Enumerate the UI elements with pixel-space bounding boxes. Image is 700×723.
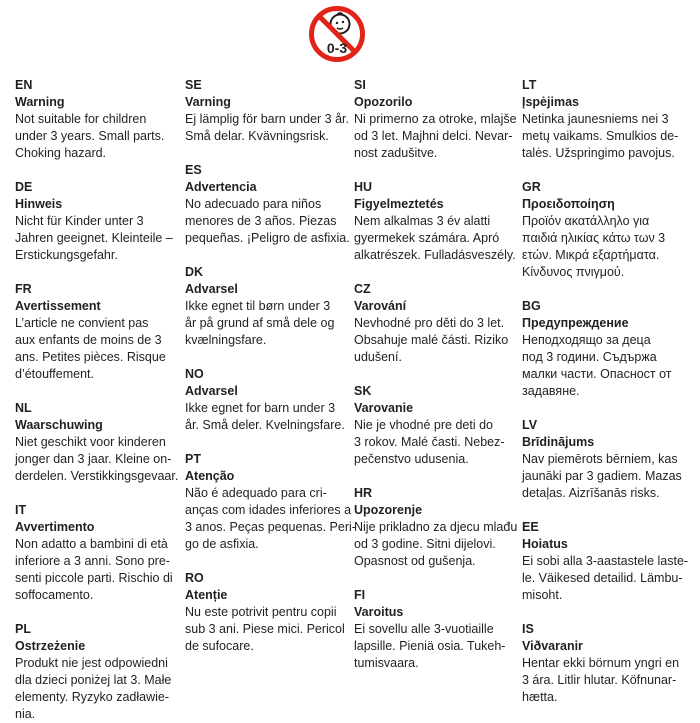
warning-block-lv [522,417,694,502]
language-code: IT [15,503,27,517]
warning-title: Opozorilo [354,95,413,109]
warning-text: Hentar ekki börnum yngri en 3 ára. Litlir hlutar. Köfnunar- hætta. [522,656,680,704]
warning-block-it [15,502,187,604]
warning-text: Nu este potrivit pentru copii sub 3 ani. Piese mici. Pericol de sufocare. [185,605,345,653]
age-0-3-warning-icon-graphic [307,4,367,64]
warning-block-dk [185,264,357,349]
warning-column-1 [15,77,187,723]
warning-title: Warning [15,95,65,109]
warning-title: Upozorenje [354,503,423,517]
language-code: LV [522,418,538,432]
warning-text: Non adatto a bambini di età inferiore a 3 anni. Sono pre- senti piccole parti. Rischio di soffocamento. [15,537,173,602]
language-code: HR [354,486,373,500]
warning-title: Figyelmeztetés [354,197,444,211]
language-code: HU [354,180,373,194]
warning-text: Ni primerno za otroke, mlajše od 3 let. Majhni delci. Nevar- nost zadušitve. [354,112,517,160]
warning-text: Netinka jaunesniems nei 3 metų vaikams. Smulkios de- talės. Užspringimo pavojus. [522,112,679,160]
age-0-3-warning-icon [307,4,367,64]
warning-block-es [185,162,357,247]
warning-title: Hoiatus [522,537,568,551]
warning-title: Varoitus [354,605,404,619]
language-code: ES [185,163,202,177]
warning-title: Hinweis [15,197,63,211]
warning-title: Viðvaranir [522,639,583,653]
warning-title: Advarsel [185,384,238,398]
language-code: CZ [354,282,371,296]
language-code: SK [354,384,372,398]
warning-title: Varování [354,299,407,313]
warning-block-de [15,179,187,264]
warning-column-2 [185,77,357,655]
language-code: PT [185,452,201,466]
language-code: NO [185,367,204,381]
warning-text: Ikke egnet til børn under 3 år på grund af små dele og kvælningsfare. [185,299,335,347]
warning-title: Brīdinājums [522,435,595,449]
language-code: NL [15,401,32,415]
age-range-label: 0-3 [326,40,348,56]
warning-text: Ej lämplig för barn under 3 år. Små delar. Kvävningsrisk. [185,112,349,143]
warning-text: Nevhodné pro děti do 3 let. Obsahuje malé části. Riziko udušení. [354,316,509,364]
warning-text: Produkt nie jest odpowiedni dla dzieci poniżej lat 3. Małe elementy. Ryzyko zadławie- nia. [15,656,172,721]
warning-title: Atenção [185,469,235,483]
language-code: IS [522,622,534,636]
language-code: DE [15,180,33,194]
warning-block-hu [354,179,526,264]
warning-text: No adecuado para niños menores de 3 años. Piezas pequeñas. ¡Peligro de asfixia. [185,197,350,245]
warning-title: Waarschuwing [15,418,103,432]
warning-block-sk [354,383,526,468]
warning-block-si [354,77,526,162]
warning-block-fr [15,281,187,383]
warning-text: Nie je vhodné pre deti do 3 rokov. Malé časti. Nebez- pečenstvo udusenia. [354,418,505,466]
warning-block-se [185,77,357,145]
language-code: DK [185,265,204,279]
warning-block-pl [15,621,187,723]
warning-text: Nem alkalmas 3 év alatti gyermekek számára. Apró alkatrészek. Fulladásveszély. [354,214,516,262]
warning-text: Неподходящо за деца под 3 години. Съдържа малки части. Опасност от задавяне. [522,333,672,398]
warning-block-ro [185,570,357,655]
language-code: SI [354,78,366,92]
warning-block-is [522,621,694,706]
warning-title: Предупреждение [522,316,629,330]
warning-text: Nicht für Kinder unter 3 Jahren geeignet. Kleinteile – Erstickungsgefahr. [15,214,173,262]
warning-text: Ei sobi alla 3-aastastele laste- le. Väikesed detailid. Lämbu- misoht. [522,554,689,602]
warning-title: Avvertimento [15,520,95,534]
language-code: BG [522,299,541,313]
warning-column-4 [522,77,694,706]
language-code: SE [185,78,202,92]
warning-block-bg [522,298,694,400]
warning-block-no [185,366,357,434]
language-code: LT [522,78,537,92]
warning-block-pt [185,451,357,553]
warning-block-fi [354,587,526,672]
warning-text: Nije prikladno za djecu mlađu od 3 godine. Sitni dijelovi. Opasnost od gušenja. [354,520,518,568]
warning-text: Προϊόν ακατάλληλο για παιδιά ηλικίας κάτω των 3 ετών. Μικρά εξαρτήματα. Κίνδυνος πνιγμού. [522,214,666,279]
language-code: GR [522,180,541,194]
warning-title: Ostrzeżenie [15,639,86,653]
warning-block-hr [354,485,526,570]
language-code: FR [15,282,32,296]
warning-block-en [15,77,187,162]
warning-title: Avertissement [15,299,101,313]
warning-block-gr [522,179,694,281]
warning-text: Niet geschikt voor kinderen jonger dan 3 jaar. Kleine on- derdelen. Verstikkingsgevaar. [15,435,179,483]
warning-title: Advertencia [185,180,257,194]
warning-block-cz [354,281,526,366]
language-code: EN [15,78,33,92]
warning-text: L’article ne convient pas aux enfants de moins de 3 ans. Petites pièces. Risque d’étouffement. [15,316,166,381]
warning-column-3 [354,77,526,672]
language-code: EE [522,520,539,534]
warning-text: Não é adequado para cri- anças com idades inferiores a 3 anos. Peças pequenas. Peri- go de asfixia. [185,486,356,551]
warning-title: Varning [185,95,231,109]
warning-block-ee [522,519,694,604]
warning-text: Ikke egnet for barn under 3 år. Små deler. Kvelningsfare. [185,401,345,432]
language-code: RO [185,571,204,585]
warning-title: Įspėjimas [522,95,579,109]
warning-title: Προειδοποίηση [522,197,615,211]
warning-block-lt [522,77,694,162]
warning-title: Varovanie [354,401,414,415]
warning-text: Not suitable for children under 3 years. Small parts. Choking hazard. [15,112,165,160]
language-code: FI [354,588,366,602]
warning-title: Advarsel [185,282,238,296]
warning-text: Ei sovellu alle 3-vuotiaille lapsille. Pieniä osia. Tukeh- tumisvaara. [354,622,506,670]
warning-text: Nav piemērots bērniem, kas jaunāki par 3 gadiem. Mazas detaļas. Aizrīšanās risks. [522,452,682,500]
warning-title: Atenție [185,588,228,602]
warning-block-nl [15,400,187,485]
language-code: PL [15,622,31,636]
